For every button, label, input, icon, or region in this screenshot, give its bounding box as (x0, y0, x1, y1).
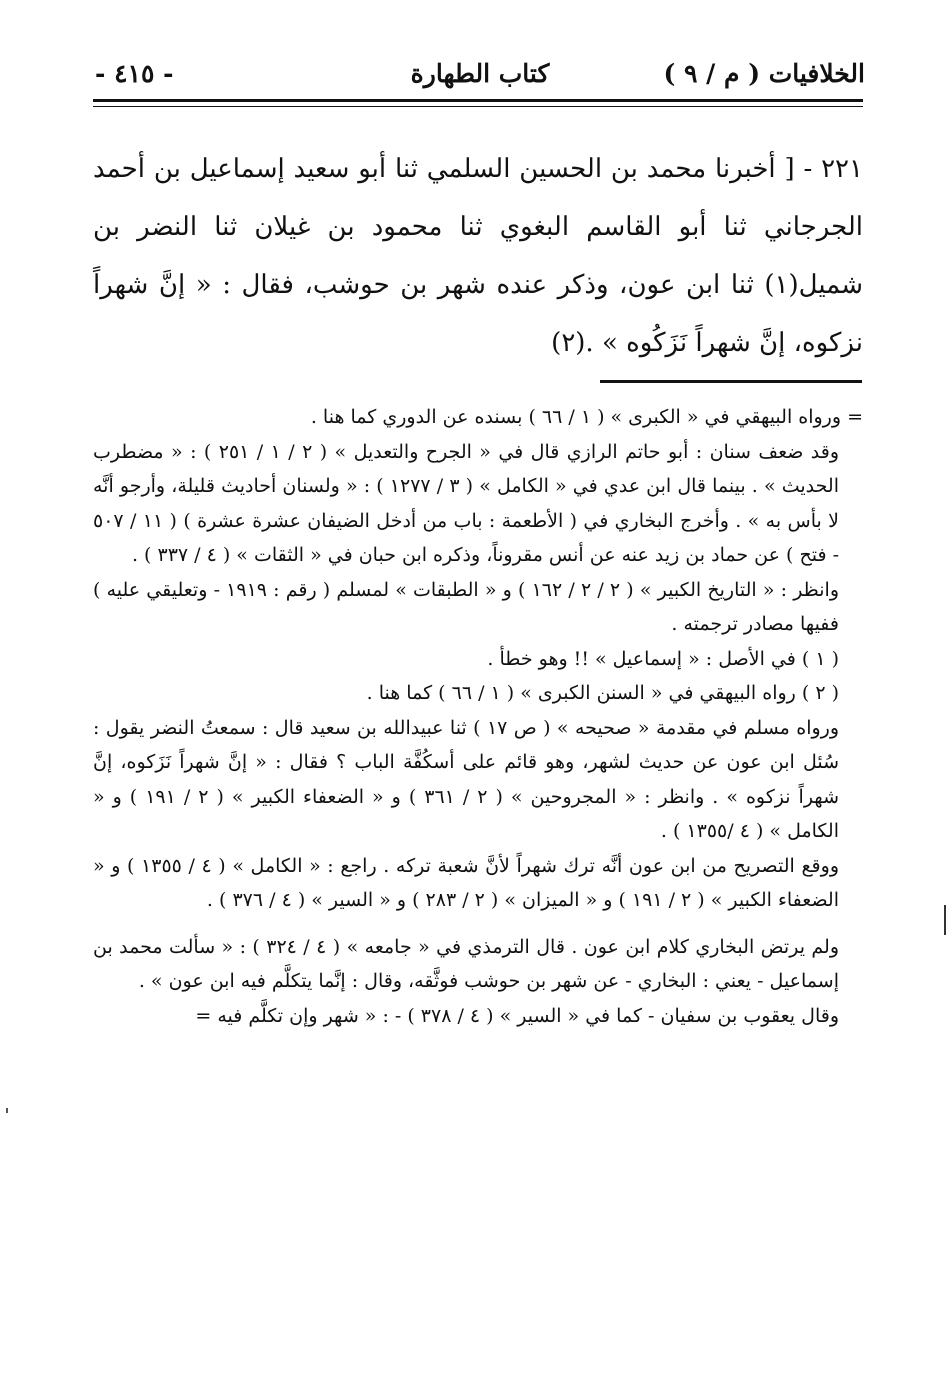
header-rule-thick (93, 99, 863, 102)
footnote-paragraph-continued: وقال يعقوب بن سفيان - كما في « السير » ( ٤ / ٣٧٨ ) - : « شهر وإن تكلَّم فيه = (195, 1004, 839, 1027)
header-book-title: كتاب الطهارة (410, 58, 550, 88)
footnote-2: ( ٢ ) رواه البيهقي في « السنن الكبرى » ( ١ / ٦٦ ) كما هنا . (366, 682, 839, 704)
footnotes (93, 400, 863, 1033)
footnote-paragraph: ورواه مسلم في مقدمة « صحيحه » ( ص ١٧ ) ثنا عبيدالله بن سعيد قال : سمعتُ النضر يقول : سُئل ابن عون عن حديث لشهر، وهو قائم على أسكُفَّة الباب ؟ فقال : « إنَّ شهراً نَزَكوه، إنَّ شهراً نزكوه » . وانظر : « المجروحين » ( ٢ / ٣٦١ ) و « الضعفاء الكبير » ( ٢ / ١٩١ ) و « الكامل » ( ٤ /١٣٥٥ ) . (93, 716, 840, 842)
header-chapter-mark: الخلافيات ( م / ٩ ) (663, 58, 865, 88)
hadith-paragraph: ٢٢١ - [ أخبرنا محمد بن الحسين السلمي ثنا أبو سعيد إسماعيل بن أحمد الجرجاني ثنا أبو القاسم البغوي ثنا محمود بن غيلان ثنا النضر بن شميل(١) ثنا ابن عون، وذكر عنده شهر بن حوشب، فقال : « إنَّ شهراً نزكوه، إنَّ شهراً نَزَكُوه » .(٢) (93, 154, 863, 358)
scan-speck (6, 1108, 8, 1113)
footnote-separator (600, 380, 862, 383)
scan-margin-mark (944, 905, 946, 935)
footnote-paragraph: وقد ضعف سنان : أبو حاتم الرازي قال في « الجرح والتعديل » ( ٢ / ١ / ٢٥١ ) : « مضطرب الحديث » . بينما قال ابن عدي في « الكامل » ( ٣ / ١٢٧٧ ) : « ولسنان أحاديث قليلة، وأرجو أنَّه لا بأس به » . وأخرج البخاري في ( الأطعمة : باب من أدخل الضيفان عشرة عشرة ) ( ١١ / ٥٠٧ - فتح ) عن حماد بن زيد عنه عن أنس مقروناً، وذكره ابن حبان في « الثقات » ( ٤ / ٣٣٧ ) . (93, 440, 840, 566)
footnote-paragraph: وانظر : « التاريخ الكبير » ( ٢ / ٢ / ١٦٢ ) و « الطبقات » لمسلم ( رقم : ١٩١٩ - وتعليقي عليه ) ففيها مصادر ترجمته . (93, 578, 840, 635)
footnote-1: ( ١ ) في الأصل : « إسماعيل » !! وهو خطأ . (487, 647, 839, 670)
footnote-paragraph: ولم يرتض البخاري كلام ابن عون . قال الترمذي في « جامعه » ( ٤ / ٣٢٤ ) : « سألت محمد بن إسماعيل - يعني : البخاري - عن شهر بن حوشب فوثَّقه، وقال : إنَّما يتكلَّم فيه ابن عون » . (93, 935, 840, 992)
page-number: - ٤١٥ - (95, 58, 174, 88)
main-text (93, 140, 863, 372)
footnote-paragraph: ووقع التصريح من ابن عون أنَّه ترك شهراً لأنَّ شعبة تركه . راجع : « الكامل » ( ٤ / ١٣٥٥ ) و « الضعفاء الكبير » ( ٢ / ١٩١ ) و « الميزان » ( ٢ / ٢٨٣ ) و « السير » ( ٤ / ٣٧٦ ) . (93, 854, 839, 911)
header-rule-thin (93, 106, 863, 107)
footnote-continuation: = ورواه البيهقي في « الكبرى » ( ١ / ٦٦ ) بسنده عن الدوري كما هنا . (310, 406, 863, 428)
running-header (95, 52, 865, 94)
